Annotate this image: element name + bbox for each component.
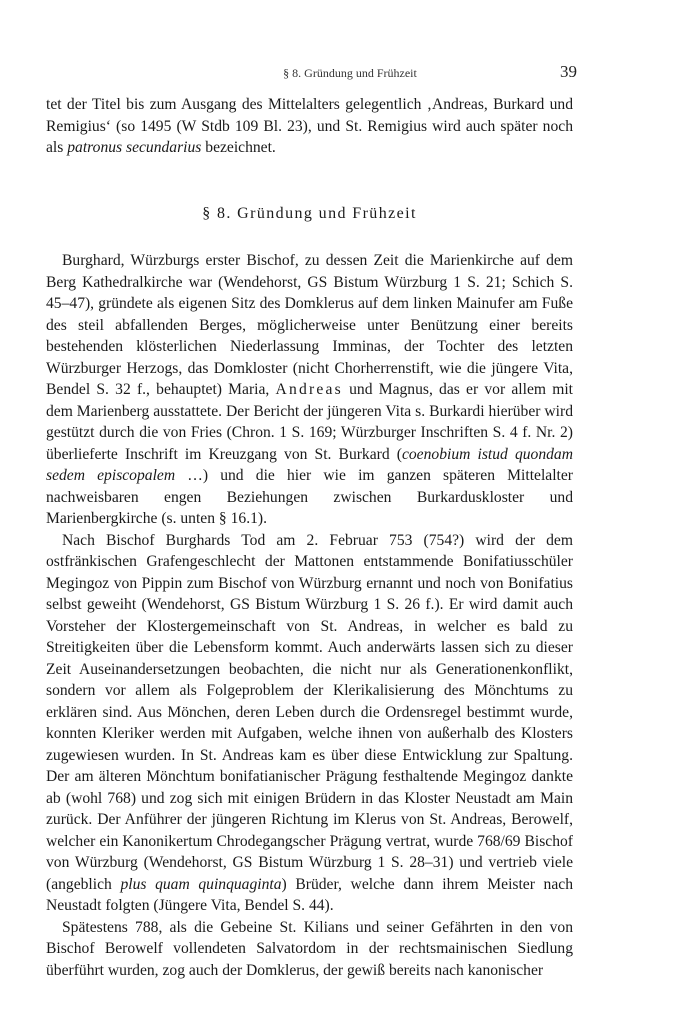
section-heading: § 8. Gründung und Frühzeit [202,204,417,222]
paragraph-2 [46,530,573,917]
p1-text-2: und Magnus, das er vor allem mit dem Marienberg ausstattete. Der Bericht der jüngeren Vita s. Burkardi hierüber wird gestützt durch die von Fries (Chron. 1 S. 169; Würzburger Inschriften S. 4 f. Nr. 2) überlieferte Inschrift im Kreuzgang von St. Burkard ( [46,381,574,463]
running-head: § 8. Gründung und Frühzeit [283,66,417,80]
p2-text-1: Nach Bischof Burghards Tod am 2. Februar 753 (754?) wird der dem ostfränkischen Grafengeschlecht der Mattonen entstammende Bonifatiusschüler Megingoz von Pippin zum Bischof von Würzburg ernannt und noch von Bonifatius selbst geweiht (Wendehorst, GS Bistum Würzburg 1 S. 26 f.). Er wird damit auch Vorsteher der Klostergemeinschaft von St. Andreas, in welcher es bald zu Streitigkeiten über die Lebensform kommt. Auch anderwärts lassen sich zu dieser Zeit Auseinandersetzungen beobachten, die nicht nur als Generationenkonflikt, sondern vor allem als Folgeproblem der Klerikalisierung des Mönchtums zu erklären sind. Aus Mönchen, deren Leben durch die Ordensregel bestimmt wurde, konnten Kleriker werden mit Aufgaben, welche ihnen von außerhalb des Klosters zugewiesen wurden. In St. Andreas kam es über diese Entwicklung zur Spaltung. Der am älteren Mönchtum bonifatianischer Prägung festhaltende Megingoz dankte ab (wohl 768) und zog sich mit einigen Brüdern in das Kloster Neustadt am Main zurück. Der Anführer der jüngeren Richtung im Klerus von St. Andreas, Berowelf, welcher ein Kanonikertum Chrodegangscher Prägung vertrat, wurde 768/69 Bischof von Würzburg (Wendehorst, GS Bistum Würzburg 1 S. 28–31) und vertrieb viele (angeblich [46,531,573,893]
page-number: 39 [560,62,577,81]
p1-spaced-name: Andreas [275,381,343,398]
p2-latin-phrase: plus quam quinquaginta [120,875,282,893]
p1-text-1: Burghard, Würzburgs erster Bischof, zu dessen Zeit die Marienkirche auf dem Berg Kathedralkirche war (Wendehorst, GS Bistum Würzburg 1 S. 21; Schich S. 45–47), gründete als eigenen Sitz des Domklerus auf dem linken Mainufer am Fuße des steil abfallenden Berges, möglicherweise unter Benützung einer bereits bestehenden klösterlichen Niederlassung Imminas, der Tochter des letzten Würzburger Herzogs, das Domkloster (nicht Chorherrenstift, wie die jüngere Vita, Bendel S. 32 f., behauptet) Maria, [46,252,573,398]
paragraph-1 [46,250,573,530]
p2-text-2: ) Brüder, welche dann ihrem Meister nach Neustadt folgten (Jüngere Vita, Bendel S. 44). [46,875,573,914]
intro-latin-phrase: patronus secundarius [67,139,202,156]
intro-paragraph [46,94,573,159]
intro-text-2: bezeichnet. [201,139,276,156]
paragraph-3: Spätestens 788, als die Gebeine St. Kilians und seiner Gefährten in den von Bischof Berowelf vollendeten Salvatordom in der rechtsmainischen Siedlung überführt wurden, zog auch der Domklerus, der gewiß bereits nach kanonischer [46,918,573,979]
p1-latin-quote: coenobium istud quondam sedem episcopalem [46,445,573,484]
intro-text-1: tet der Titel bis zum Ausgang des Mittelalters gelegentlich ‚Andreas, Burkard und Remigius‘ (so 1495 (W Stdb 109 Bl. 23), und St. Remigius wird auch später noch als [46,96,573,156]
p1-text-3: …) und die hier wie im ganzen späteren Mittelalter nachweisbaren engen Beziehungen zwischen Burkarduskloster und Marienbergkirche (s. unten § 16.1). [46,467,573,527]
page-body [46,94,573,981]
